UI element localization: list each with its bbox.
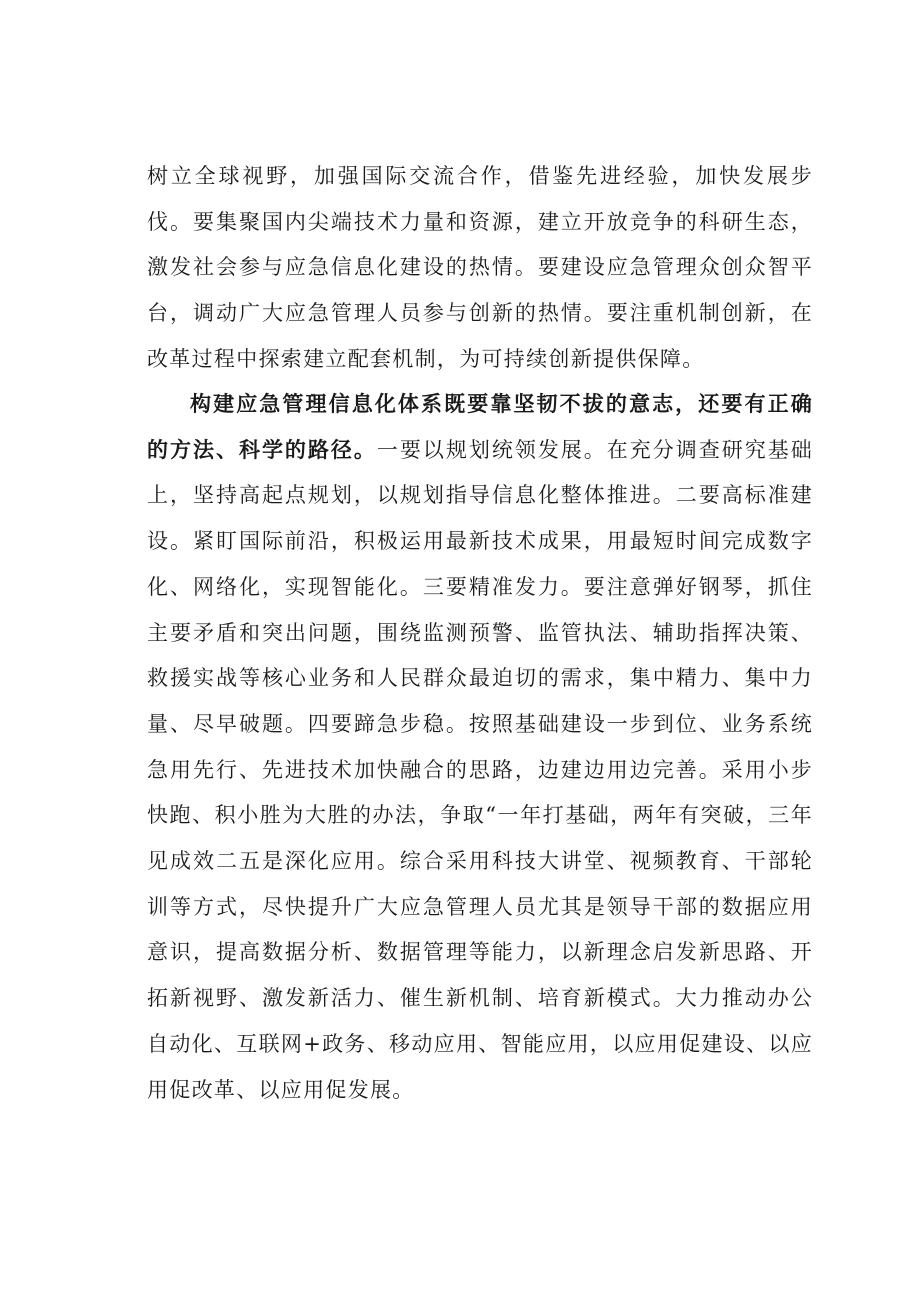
paragraph-2-lead: 构建应急管理信息化体系既要靠坚韧不拔的意志，还要有正确的方法、科学的路径。 [147,392,813,462]
paragraph-1: 树立全球视野，加强国际交流合作，借鉴先进经验，加快发展步伐。要集聚国内尖端技术力量和资源，建立开放竞争的科研生态，激发社会参与应急信息化建设的热情。要建设应急管理众创众智平台，调动广大应急管理人员参与创新的热情。要注重机制创新，在改革过程中探索建立配套机制，为可持续创新提供保障。 [147,164,813,371]
paragraph-2-body: 一要以规划统领发展。在充分调查研究基础上，坚持高起点规划，以规划指导信息化整体推进。二要高标准建设。紧盯国际前沿，积极运用最新技术成果，用最短时间完成数字化、网络化，实现智能化。三要精准发力。要注意弹好钢琴，抓住主要矛盾和突出问题，围绕监测预警、监管执法、辅助指挥决策、救援实战等核心业务和人民群众最迫切的需求，集中精力、集中力量、尽早破题。四要蹄急步稳。按照基础建设一步到位、业务系统急用先行、先进技术加快融合的思路，边建边用边完善。采用小步快跑、积小胜为大胜的办法，争取“一年打基础，两年有突破，三年见成效二五是深化应用。综合采用科技大讲堂、视频教育、干部轮训等方式，尽快提升广大应急管理人员尤其是领导干部的数据应用意识，提高数据分析、数据管理等能力，以新理念启发新思路、开拓新视野、激发新活力、催生新机制、培育新模式。大力推动办公自动化、互联网+政务、移动应用、智能应用，以应用促建设、以应用促改革、以应用促发展。 [147,437,813,1102]
paragraph-2 [147,382,813,1113]
